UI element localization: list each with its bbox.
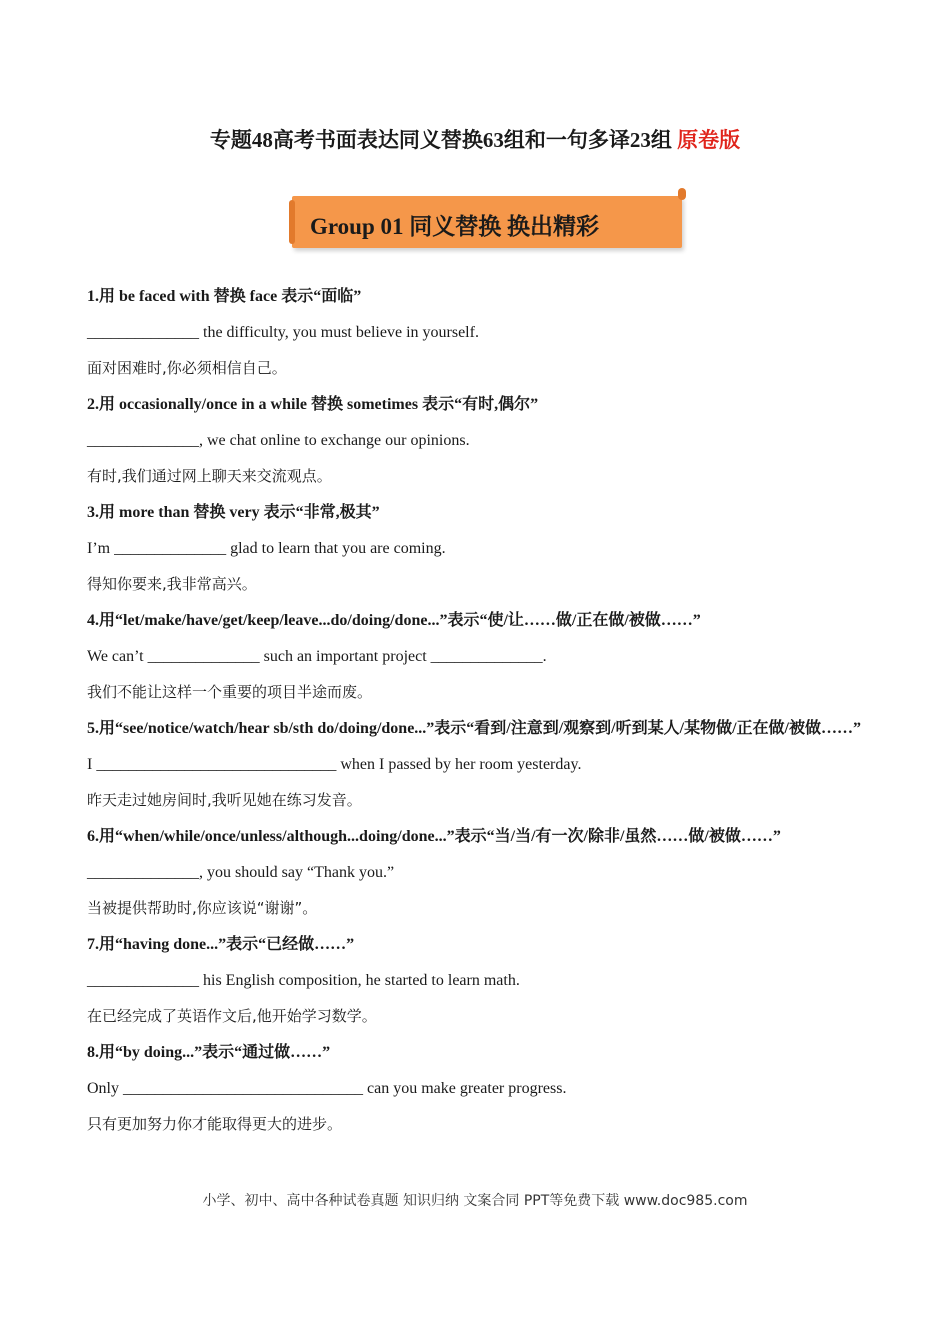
exercise-sentence: ______________, you should say “Thank you.” xyxy=(87,864,395,881)
exercise-question: 6.用“when/while/once/unless/although...doing/done...”表示“当/当/有一次/除非/虽然……做/被做……” xyxy=(87,828,781,845)
exercise-item xyxy=(87,710,867,818)
exercise-item xyxy=(87,1034,867,1142)
exercise-translation: 昨天走过她房间时,我听见她在练习发音。 xyxy=(87,791,362,809)
exercise-translation: 我们不能让这样一个重要的项目半途而废。 xyxy=(87,683,373,701)
exercise-translation: 只有更加努力你才能取得更大的进步。 xyxy=(87,1115,343,1133)
exercise-item xyxy=(87,278,867,386)
group-banner xyxy=(292,196,682,248)
exercise-question: 7.用“having done...”表示“已经做……” xyxy=(87,936,355,953)
exercise-question: 2.用 occasionally/once in a while 替换 sometimes 表示“有时,偶尔” xyxy=(87,396,539,413)
exercise-sentence: ______________ the difficulty, you must believe in yourself. xyxy=(87,324,479,341)
exercise-item xyxy=(87,926,867,1034)
banner-title: Group 01 同义替换 换出精彩 xyxy=(310,214,600,239)
page-footer: 小学、初中、高中各种试卷真题 知识归纳 文案合同 PPT等免费下载 www.doc985.com xyxy=(202,1193,748,1209)
exercise-sentence: I’m ______________ glad to learn that you are coming. xyxy=(87,540,446,557)
banner-scroll-right xyxy=(678,188,686,200)
exercise-sentence: ______________, we chat online to exchange our opinions. xyxy=(87,432,470,449)
exercise-translation: 在已经完成了英语作文后,他开始学习数学。 xyxy=(87,1007,377,1025)
exercise-question: 1.用 be faced with 替换 face 表示“面临” xyxy=(87,288,362,305)
exercise-question: 5.用“see/notice/watch/hear sb/sth do/doing/done...”表示“看到/注意到/观察到/听到某人/某物做/正在做/被做……” xyxy=(87,720,861,737)
exercise-item xyxy=(87,818,867,926)
exercise-sentence: Only ______________________________ can you make greater progress. xyxy=(87,1080,567,1097)
exercise-translation: 面对困难时,你必须相信自己。 xyxy=(87,359,287,377)
exercise-translation: 有时,我们通过网上聊天来交流观点。 xyxy=(87,467,332,485)
title-tag: 原卷版 xyxy=(677,128,741,152)
title-main: 专题48高考书面表达同义替换63组和一句多译23组 xyxy=(209,128,678,152)
exercise-question: 8.用“by doing...”表示“通过做……” xyxy=(87,1044,331,1061)
exercise-sentence: I ______________________________ when I passed by her room yesterday. xyxy=(87,756,582,773)
exercise-translation: 当被提供帮助时,你应该说“谢谢”。 xyxy=(87,899,318,917)
exercise-question: 3.用 more than 替换 very 表示“非常,极其” xyxy=(87,504,380,521)
exercise-item xyxy=(87,602,867,710)
exercise-list xyxy=(87,278,867,1142)
page-title xyxy=(0,124,950,154)
exercise-item xyxy=(87,494,867,602)
banner-scroll-left xyxy=(289,200,295,244)
exercise-item xyxy=(87,386,867,494)
exercise-sentence: ______________ his English composition, he started to learn math. xyxy=(87,972,520,989)
exercise-question: 4.用“let/make/have/get/keep/leave...do/doing/done...”表示“使/让……做/正在做/被做……” xyxy=(87,612,701,629)
exercise-translation: 得知你要来,我非常高兴。 xyxy=(87,575,257,593)
exercise-sentence: We can’t ______________ such an important project ______________. xyxy=(87,648,547,665)
